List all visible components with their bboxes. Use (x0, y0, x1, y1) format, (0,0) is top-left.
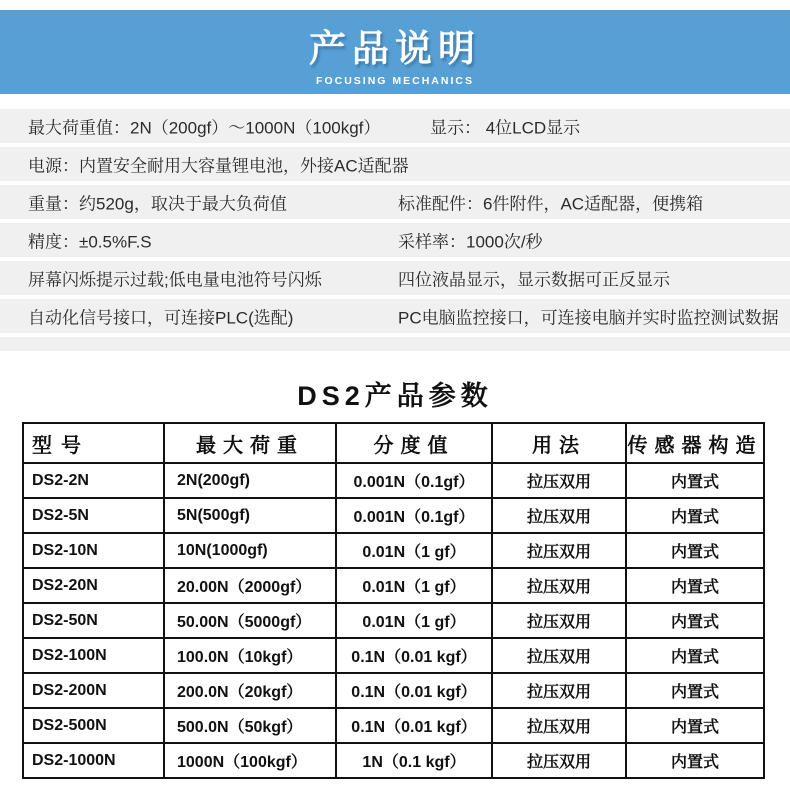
column-header-usage: 用法 (492, 423, 626, 463)
cell-model: DS2-20N (23, 568, 164, 603)
cell-resolution: 0.01N（1 gf） (336, 533, 492, 568)
spec-text: PC电脑监控接口，可连接电脑并实时监控测试数据 (398, 308, 779, 328)
cell-resolution: 0.1N（0.01 kgf） (336, 708, 492, 743)
spec-text: 电源：内置安全耐用大容量锂电池，外接AC适配器 (28, 156, 409, 176)
cell-resolution: 0.001N（0.1gf） (336, 498, 492, 533)
cell-resolution: 1N（0.1 kgf） (336, 743, 492, 778)
spec-text: 最大荷重值：2N（200gf）～1000N（100kgf） (28, 118, 381, 138)
table-row (23, 498, 764, 533)
cell-usage: 拉压双用 (492, 743, 626, 778)
spec-tail-strip (0, 337, 790, 351)
table-row (23, 673, 764, 708)
cell-usage: 拉压双用 (492, 673, 626, 708)
spec-row-power (0, 147, 790, 181)
column-header-sensor: 传感器构造 (626, 423, 764, 463)
product-parameters-table (22, 422, 765, 779)
cell-usage: 拉压双用 (492, 533, 626, 568)
table-title: DS2产品参数 (297, 381, 493, 411)
spec-row-accuracy (0, 223, 790, 257)
spec-row-interface (0, 299, 790, 333)
spec-text: 四位液晶显示，显示数据可正反显示 (398, 270, 670, 290)
table-row (23, 708, 764, 743)
cell-model: DS2-200N (23, 673, 164, 708)
column-header-model: 型号 (23, 423, 164, 463)
cell-model: DS2-50N (23, 603, 164, 638)
spec-text: 自动化信号接口，可连接PLC(选配) (28, 308, 294, 328)
cell-sensor: 内置式 (626, 463, 764, 498)
spec-text: 采样率：1000次/秒 (398, 232, 543, 252)
cell-max-load: 2N(200gf) (164, 463, 336, 498)
cell-sensor: 内置式 (626, 708, 764, 743)
cell-max-load: 200.0N（20kgf） (164, 673, 336, 708)
cell-usage: 拉压双用 (492, 638, 626, 673)
cell-max-load: 50.00N（5000gf） (164, 603, 336, 638)
page-subtitle: FOCUSING MECHANICS (316, 75, 474, 87)
table-row (23, 743, 764, 778)
table-row (23, 568, 764, 603)
cell-resolution: 0.01N（1 gf） (336, 603, 492, 638)
cell-resolution: 0.1N（0.01 kgf） (336, 638, 492, 673)
page-title: 产品说明 (309, 28, 481, 69)
table-row (23, 463, 764, 498)
cell-model: DS2-5N (23, 498, 164, 533)
spec-row-max-load (0, 109, 790, 143)
cell-model: DS2-2N (23, 463, 164, 498)
spec-text: 标准配件：6件附件，AC适配器，便携箱 (398, 194, 704, 214)
cell-max-load: 20.00N（2000gf） (164, 568, 336, 603)
column-header-max-load: 最大荷重 (164, 423, 336, 463)
cell-sensor: 内置式 (626, 533, 764, 568)
spec-text: 精度：±0.5%F.S (28, 232, 152, 252)
cell-sensor: 内置式 (626, 498, 764, 533)
cell-sensor: 内置式 (626, 568, 764, 603)
spec-row-display-warning (0, 261, 790, 295)
cell-usage: 拉压双用 (492, 498, 626, 533)
cell-resolution: 0.001N（0.1gf） (336, 463, 492, 498)
cell-max-load: 500.0N（50kgf） (164, 708, 336, 743)
cell-resolution: 0.01N（1 gf） (336, 568, 492, 603)
banner (0, 10, 790, 94)
cell-max-load: 100.0N（10kgf） (164, 638, 336, 673)
cell-usage: 拉压双用 (492, 603, 626, 638)
table-row (23, 533, 764, 568)
spec-text: 显示： 4位LCD显示 (430, 118, 581, 138)
cell-model: DS2-10N (23, 533, 164, 568)
column-header-resolution: 分度值 (336, 423, 492, 463)
spec-row-weight (0, 185, 790, 219)
cell-sensor: 内置式 (626, 638, 764, 673)
cell-usage: 拉压双用 (492, 708, 626, 743)
cell-max-load: 1000N（100kgf） (164, 743, 336, 778)
cell-usage: 拉压双用 (492, 463, 626, 498)
cell-resolution: 0.1N（0.01 kgf） (336, 673, 492, 708)
cell-model: DS2-100N (23, 638, 164, 673)
table-row (23, 638, 764, 673)
cell-model: DS2-1000N (23, 743, 164, 778)
cell-sensor: 内置式 (626, 743, 764, 778)
cell-sensor: 内置式 (626, 673, 764, 708)
cell-usage: 拉压双用 (492, 568, 626, 603)
cell-max-load: 5N(500gf) (164, 498, 336, 533)
spec-text: 屏幕闪烁提示过载;低电量电池符号闪烁 (28, 270, 322, 290)
table-header-row (23, 423, 764, 463)
cell-sensor: 内置式 (626, 603, 764, 638)
cell-max-load: 10N(1000gf) (164, 533, 336, 568)
cell-model: DS2-500N (23, 708, 164, 743)
table-row (23, 603, 764, 638)
spec-text: 重量：约520g，取决于最大负荷值 (28, 194, 287, 214)
